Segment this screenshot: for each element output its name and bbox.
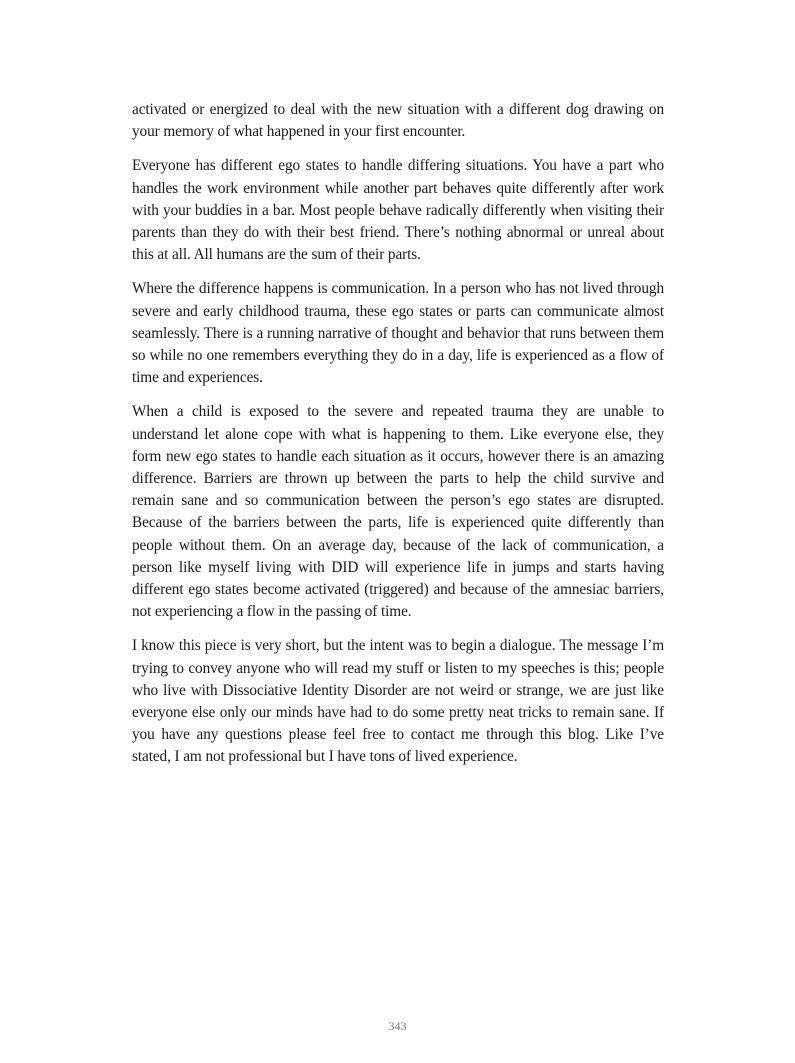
paragraph-5: I know this piece is very short, but the intent was to begin a dialogue. The message I’m trying to convey anyone who will read my stuff or listen to my speeches is this; people who live with Dissociative Identity Disorder are not weird or strange, we are just like everyone else only our minds have had to do some pretty neat tricks to remain sane. If you have any questions please feel free to contact me through this blog. Like I’ve stated, I am not professional but I have tons of lived experience. (132, 637, 664, 766)
body-text (132, 99, 664, 781)
page-number: 343 (388, 1019, 407, 1033)
paragraph-2: Everyone has different ego states to handle differing situations. You have a part who handles the work environment while another part behaves quite differently after work with your buddies in a bar. Most people behave radically differently when visiting their parents than they do with their best friend. There’s nothing abnormal or unreal about this at all. All humans are the sum of their parts. (132, 157, 664, 264)
paragraph-4: When a child is exposed to the severe and repeated trauma they are unable to understand let alone cope with what is happening to them. Like everyone else, they form new ego states to handle each situation as it occurs, however there is an amazing difference. Barriers are thrown up between the parts to help the child survive and remain sane and so communication between the person’s ego states are disrupted. Because of the barriers between the parts, life is experienced quite differently than people without them. On an average day, because of the lack of communication, a person like myself living with DID will experience life in jumps and starts having different ego states become activated (triggered) and because of the amnesiac barriers, not experiencing a flow in the passing of time. (132, 403, 664, 621)
paragraph-1: activated or energized to deal with the new situation with a different dog drawing on your memory of what happened in your first encounter. (132, 101, 664, 141)
paragraph-3: Where the difference happens is communication. In a person who has not lived through severe and early childhood trauma, these ego states or parts can communicate almost seamlessly. There is a running narrative of thought and behavior that runs between them so while no one remembers everything they do in a day, life is experienced as a flow of time and experiences. (132, 280, 664, 387)
